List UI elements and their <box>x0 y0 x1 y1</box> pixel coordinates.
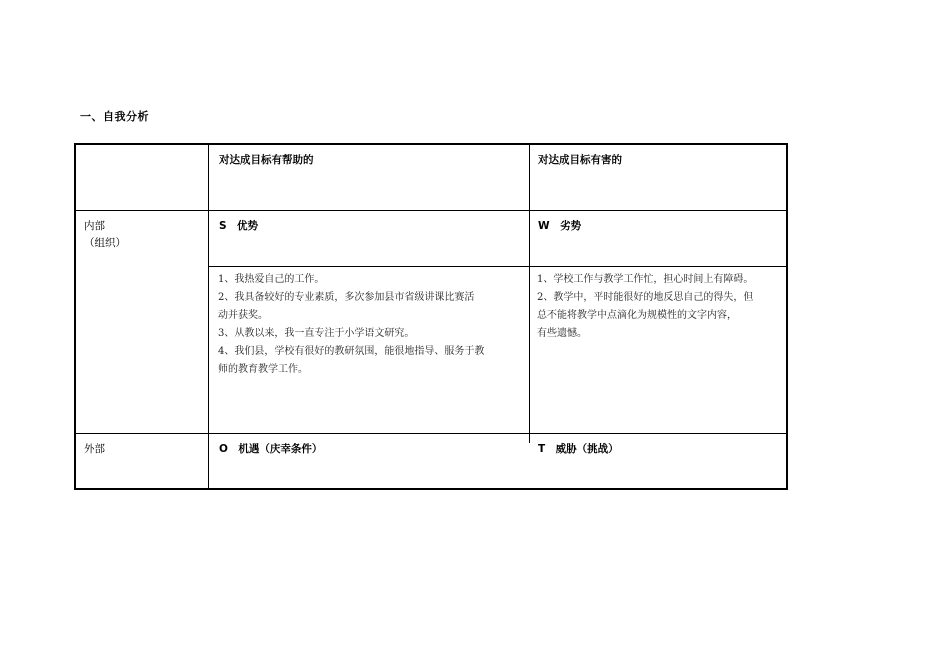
list-item: 师的教育教学工作。 <box>218 364 308 375</box>
row-divider-2 <box>208 266 788 267</box>
table-bottom-border <box>74 488 788 490</box>
list-item: 2、教学中，平时能很好的地反思自己的得失，但 <box>537 292 754 303</box>
section-title: 一、自我分析 <box>80 110 149 123</box>
list-item: 总不能将教学中点滴化为规模性的文字内容， <box>537 310 737 321</box>
header-harmful: 对达成目标有害的 <box>538 154 622 166</box>
list-item: 2、我具备较好的专业素质，多次参加县市省级讲课比赛活 <box>218 292 475 303</box>
row-divider-1 <box>74 210 788 211</box>
list-item: 4、我们县，学校有很好的教研氛围，能很地指导、服务于教 <box>218 346 485 357</box>
bottom-left-stub <box>208 488 210 490</box>
column-divider-2 <box>529 143 530 443</box>
strengths-title: S 优势 <box>219 220 259 232</box>
threats-title: T 威胁（挑战） <box>538 443 619 455</box>
table-left-border <box>74 143 76 490</box>
row-label-organization: （组织） <box>84 237 126 249</box>
swot-table <box>74 143 788 490</box>
table-right-border <box>786 143 788 490</box>
list-item: 动并获奖。 <box>218 310 268 321</box>
list-item: 有些遗憾。 <box>537 328 587 339</box>
row-label-internal: 内部 <box>84 220 105 232</box>
weaknesses-list <box>537 271 785 343</box>
row-divider-3 <box>74 433 788 434</box>
row-label-external: 外部 <box>84 443 105 455</box>
list-item: 3、从教以来，我一直专注于小学语文研究。 <box>218 328 415 339</box>
table-top-border <box>74 143 788 145</box>
strengths-list <box>218 271 526 379</box>
opportunities-title: O 机遇（庆幸条件） <box>219 443 323 455</box>
list-item: 1、学校工作与教学工作忙，担心时间上有障碍。 <box>537 274 754 285</box>
header-helpful: 对达成目标有帮助的 <box>219 154 314 166</box>
weaknesses-title: W 劣势 <box>538 220 582 232</box>
list-item: 1、我热爱自己的工作。 <box>218 274 325 285</box>
column-divider-1 <box>208 143 209 490</box>
